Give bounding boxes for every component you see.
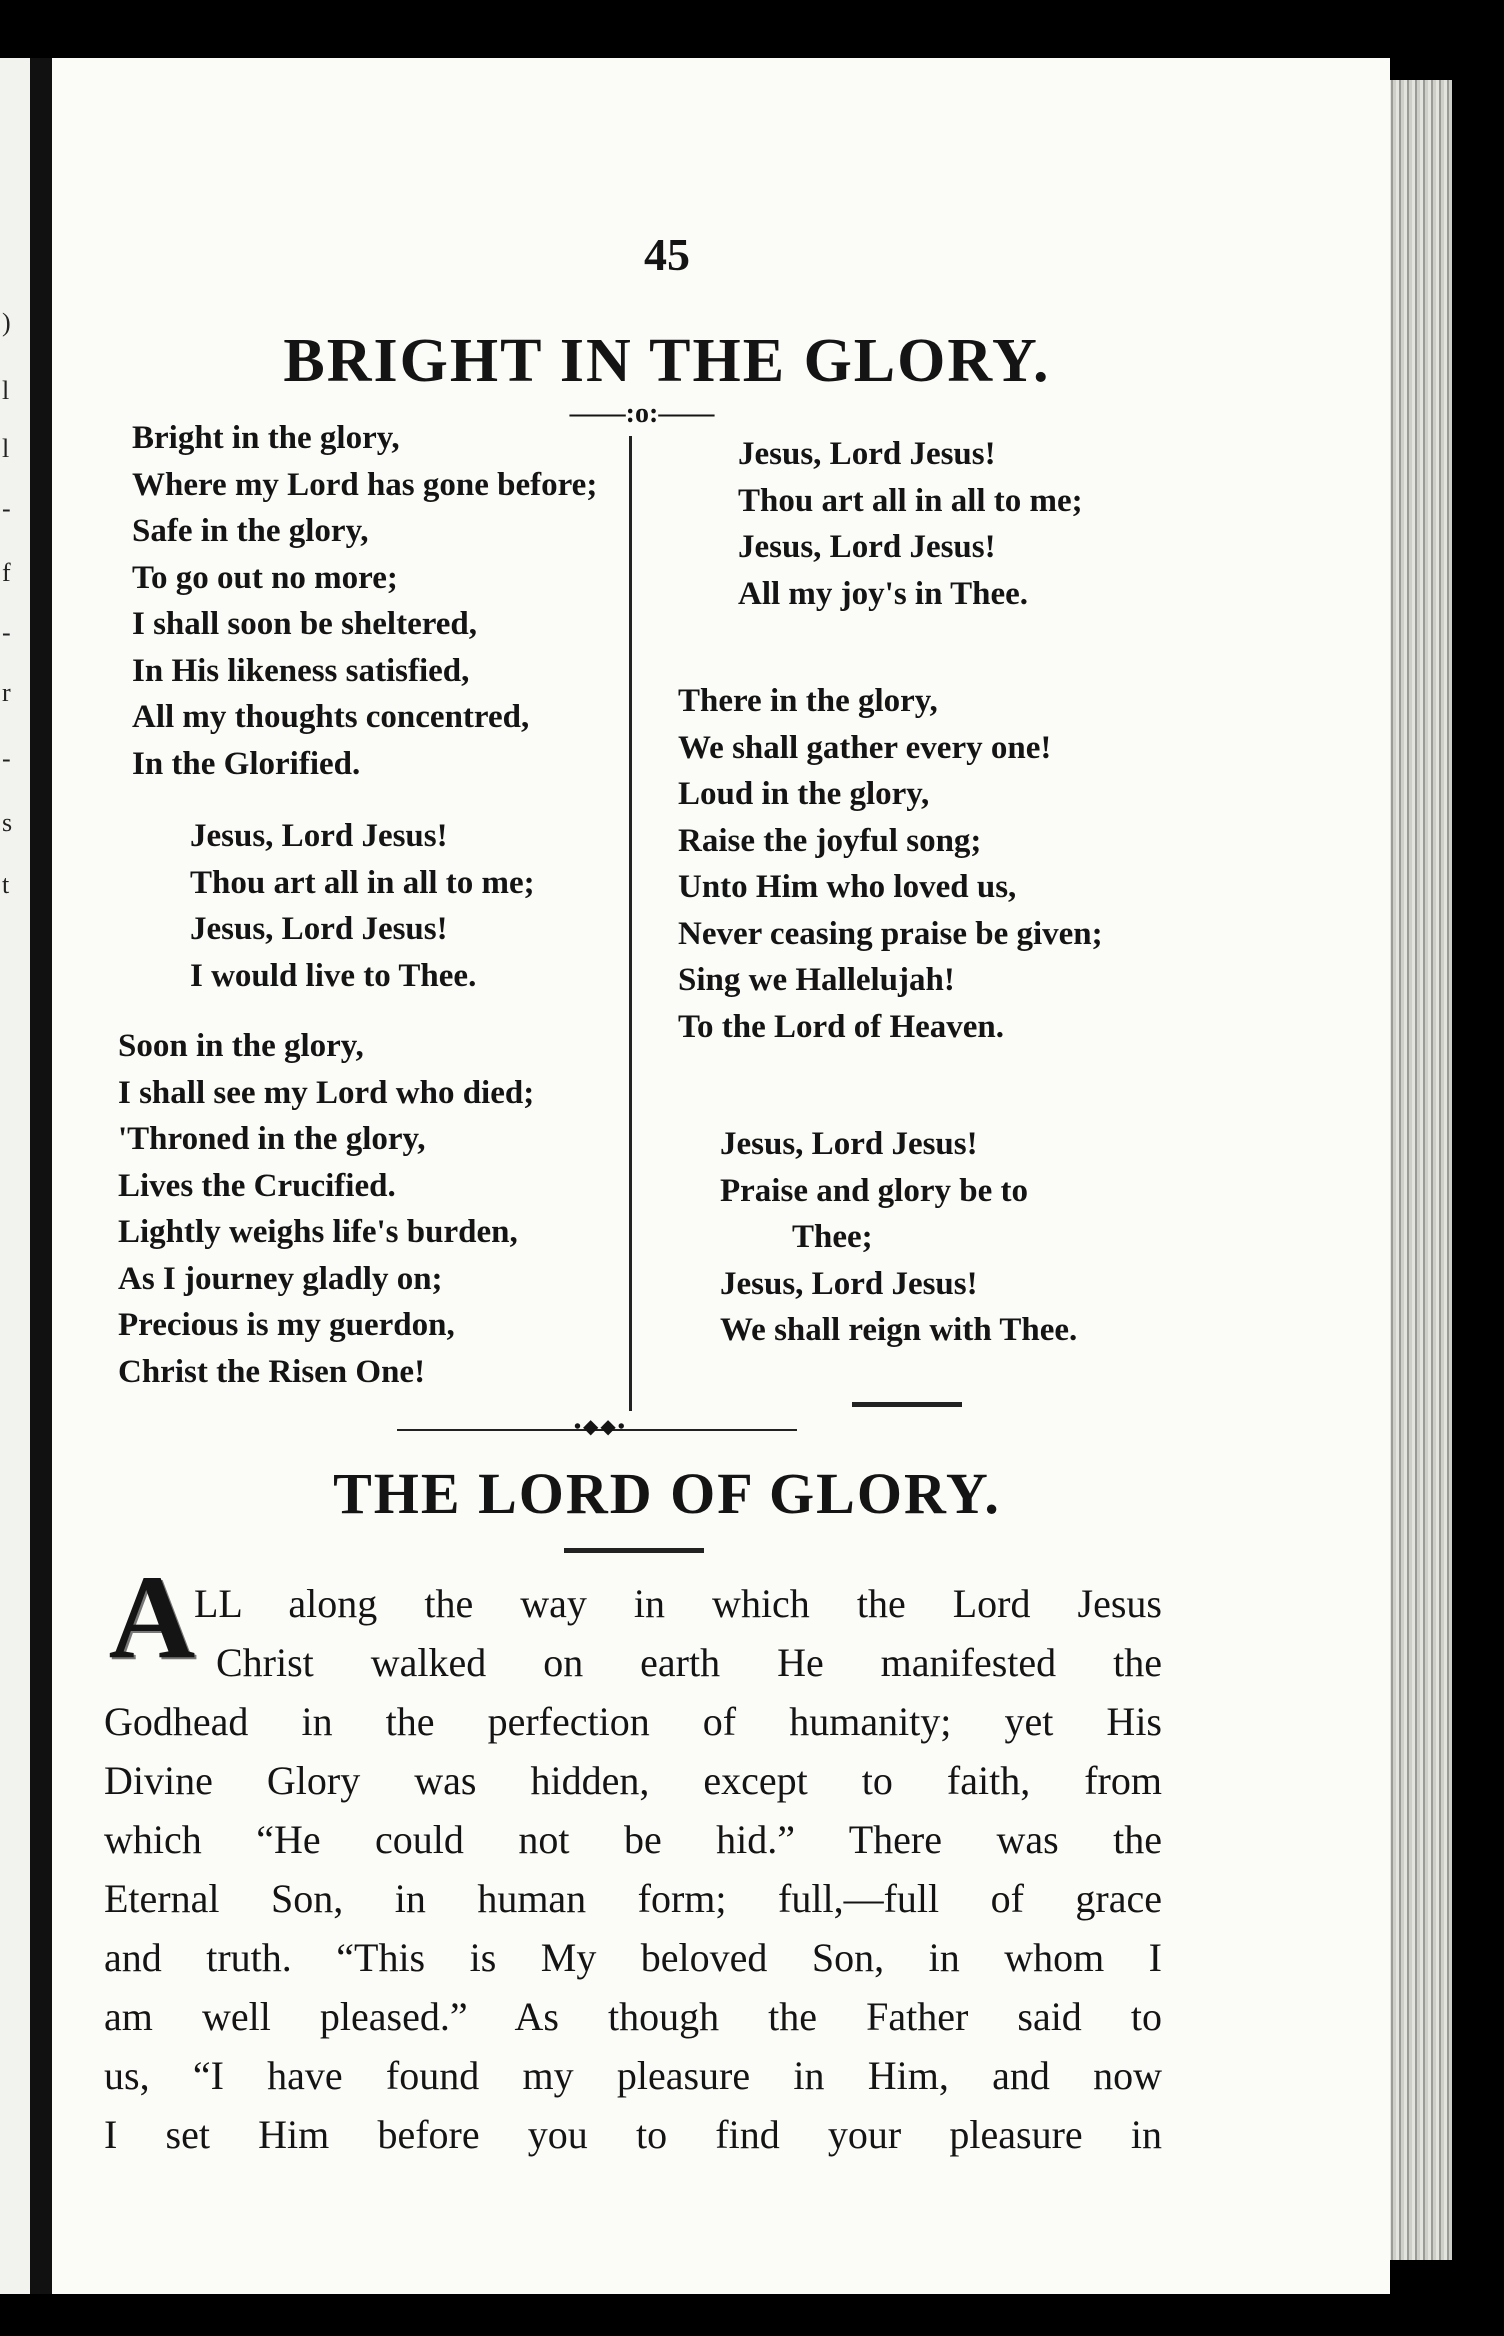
verse-line: Lives the Crucified. — [118, 1167, 396, 1204]
article-title-rule — [564, 1548, 704, 1553]
hymn-verse-1 — [132, 420, 597, 792]
chorus-line: Thou art all in all to me; — [190, 864, 535, 901]
chorus-line: We shall reign with Thee. — [720, 1312, 1078, 1348]
margin-mark: ) — [2, 308, 11, 337]
body-line: Eternal Son, in human form; full,—full of grace — [104, 1876, 1162, 1921]
verse-line: To the Lord of Heaven. — [678, 1008, 1005, 1045]
hymn-title: BRIGHT IN THE GLORY. — [283, 327, 1051, 395]
verse-line: In the Glorified. — [132, 745, 361, 782]
margin-mark: - — [2, 494, 11, 523]
hymn-chorus-3 — [720, 1126, 1077, 1359]
chorus-line: Praise and glory be to — [720, 1172, 1028, 1209]
margin-mark: l — [2, 434, 10, 463]
hymn-end-rule — [852, 1402, 962, 1407]
verse-line: There in the glory, — [678, 683, 938, 719]
body-line: Divine Glory was hidden, except to faith, from — [104, 1758, 1162, 1803]
margin-mark: - — [2, 744, 11, 773]
chorus-line: All my joy's in Thee. — [738, 575, 1028, 612]
hymn-chorus-1 — [190, 818, 535, 1004]
chorus-line: Jesus, Lord Jesus! — [720, 1126, 978, 1162]
verse-line: Precious is my guerdon, — [118, 1307, 455, 1343]
verse-line: In His likeness satisfied, — [132, 652, 470, 689]
previous-page-edge — [0, 58, 30, 2294]
book-page — [52, 58, 1390, 2294]
verse-line: Safe in the glory, — [132, 513, 369, 549]
verse-line: Where my Lord has gone before; — [132, 466, 598, 503]
verse-line: To go out no more; — [132, 559, 398, 596]
verse-line: I shall soon be sheltered, — [132, 606, 478, 642]
chorus-line: Thou art all in all to me; — [738, 482, 1083, 519]
body-line: am well pleased.” As though the Father said to — [104, 1994, 1162, 2039]
hymn-verse-2 — [118, 1028, 534, 1400]
verse-line: Never ceasing praise be given; — [678, 915, 1103, 952]
book-gutter — [30, 58, 52, 2294]
verse-line: Christ the Risen One! — [118, 1353, 426, 1390]
chorus-line: Jesus, Lord Jesus! — [738, 529, 996, 565]
verse-line: We shall gather every one! — [678, 729, 1052, 766]
page-stack-edge — [1380, 80, 1452, 2260]
verse-line: Sing we Hallelujah! — [678, 962, 955, 998]
verse-line: Unto Him who loved us, — [678, 869, 1017, 905]
body-line: LL along the way in which the Lord Jesus — [194, 1581, 1162, 1626]
body-line: us, “I have found my pleasure in Him, and now — [104, 2053, 1162, 2098]
body-line: which “He could not be hid.” There was the — [104, 1817, 1162, 1862]
body-line: and truth. “This is My beloved Son, in whom I — [104, 1935, 1162, 1980]
margin-mark: l — [2, 376, 10, 405]
verse-line: Raise the joyful song; — [678, 822, 982, 859]
verse-line: Soon in the glory, — [118, 1028, 364, 1064]
body-line: I set Him before you to find your pleasure in — [104, 2112, 1162, 2157]
column-divider — [629, 436, 632, 1411]
hymn-verse-3 — [678, 683, 1103, 1055]
chorus-line: Jesus, Lord Jesus! — [738, 436, 996, 472]
body-line: Godhead in the perfection of humanity; yet His — [104, 1699, 1162, 1744]
article-body — [104, 1580, 1162, 2170]
margin-mark: s — [2, 808, 13, 837]
article-title: THE LORD OF GLORY. — [333, 1461, 1001, 1526]
verse-line: Loud in the glory, — [678, 776, 930, 812]
verse-line: All my thoughts concentred, — [132, 699, 530, 735]
section-separator-ornament: •◆◆• — [574, 1416, 627, 1438]
chorus-line: Jesus, Lord Jesus! — [190, 911, 448, 947]
chorus-line: Thee; — [792, 1219, 873, 1255]
margin-mark: t — [2, 870, 10, 899]
verse-line: 'Throned in the glory, — [118, 1121, 426, 1157]
chorus-line: I would live to Thee. — [190, 957, 477, 994]
hymn-chorus-2 — [738, 436, 1083, 622]
title-ornament: ——:o:—— — [569, 398, 715, 429]
page-number: 45 — [644, 229, 690, 280]
verse-line: I shall see my Lord who died; — [118, 1074, 535, 1111]
chorus-line: Jesus, Lord Jesus! — [190, 818, 448, 854]
margin-mark: f — [2, 558, 11, 587]
body-line: Christ walked on earth He manifested the — [216, 1640, 1162, 1685]
margin-mark: r — [2, 678, 11, 707]
margin-mark: - — [2, 618, 11, 647]
verse-line: Bright in the glory, — [132, 420, 400, 456]
chorus-line: Jesus, Lord Jesus! — [720, 1265, 978, 1302]
verse-line: Lightly weighs life's burden, — [118, 1214, 518, 1250]
verse-line: As I journey gladly on; — [118, 1260, 443, 1297]
drop-cap: A — [108, 1550, 196, 1683]
